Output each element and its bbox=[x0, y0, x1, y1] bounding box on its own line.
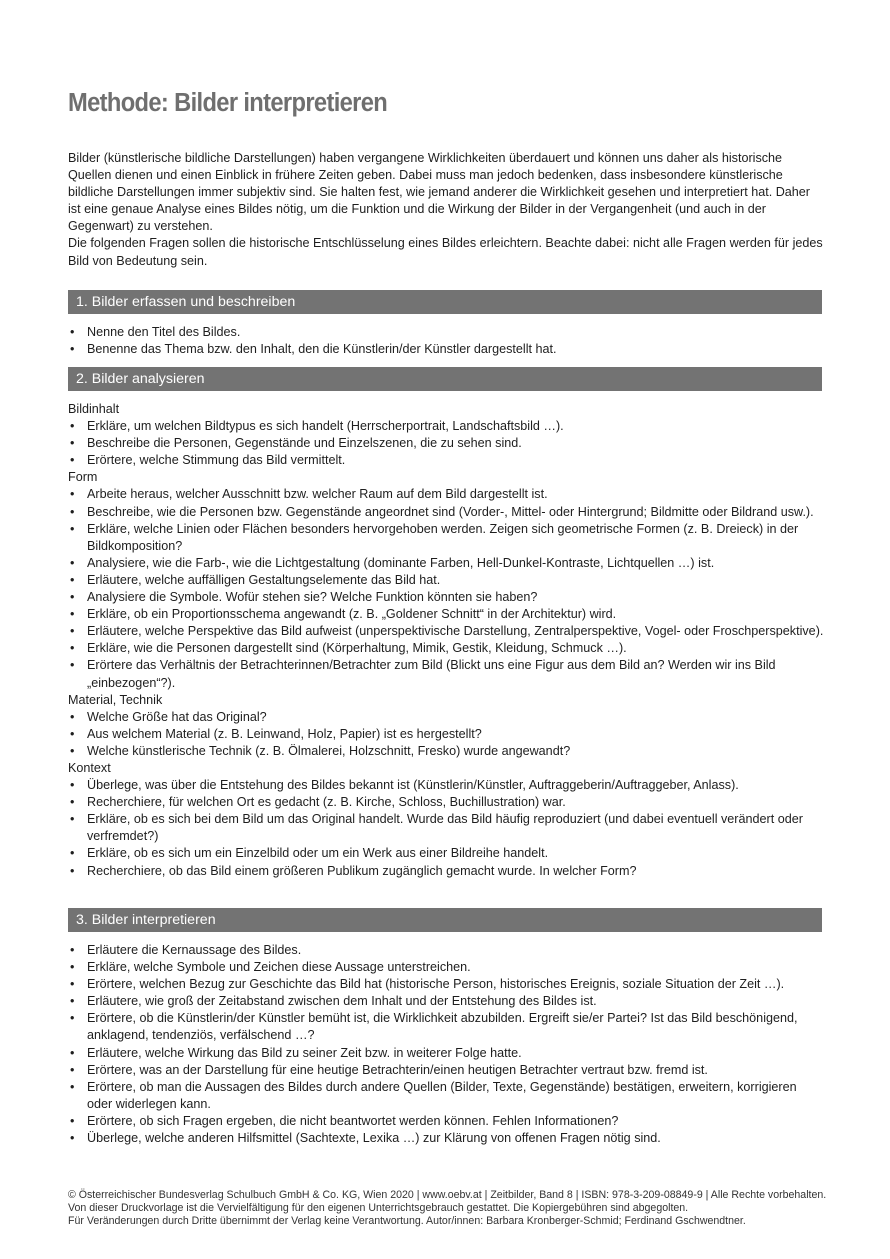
list-item: • Aus welchem Material (z. B. Leinwand, Holz, Papier) ist es hergestellt? bbox=[68, 726, 824, 743]
list-item: • Recherchiere, für welchen Ort es gedacht (z. B. Kirche, Schloss, Buchillustration) war. bbox=[68, 794, 824, 811]
list-item: • Erläutere, wie groß der Zeitabstand zwischen dem Inhalt und der Entstehung des Bildes ist. bbox=[68, 993, 824, 1010]
list-item: • Erläutere, welche auffälligen Gestaltungselemente das Bild hat. bbox=[68, 572, 824, 589]
section-heading-erfassen: 1. Bilder erfassen und beschreiben bbox=[68, 290, 822, 314]
footer-line: © Österreichischer Bundesverlag Schulbuch GmbH & Co. KG, Wien 2020 | www.oebv.at | Zeitbilder, Band 8 | ISBN: 978-3-209-08849-9 | Alle Rechte vorbehalten. Von dieser Druckvorlage ist die Vervielfältigung für den eigenen Unterrichtsgebrauch gestattet. Die Kopiergebühren sind abgegolten. bbox=[68, 1189, 827, 1215]
bullet-list bbox=[68, 709, 824, 760]
bullet-list bbox=[68, 324, 824, 358]
list-item: • Nenne den Titel des Bildes. bbox=[68, 324, 824, 341]
list-item: • Erkläre, ob ein Proportionsschema angewandt (z. B. „Goldener Schnitt“ in der Architektur) wird. bbox=[68, 606, 824, 623]
list-item: • Erkläre, ob es sich bei dem Bild um das Original handelt. Wurde das Bild häufig reproduziert (und dabei eventuell verändert oder verfremdet?) bbox=[68, 811, 824, 845]
list-item: • Erörtere, was an der Darstellung für eine heutige Betrachterin/einen heutigen Betrachter vertraut bzw. fremd ist. bbox=[68, 1062, 824, 1079]
list-item: • Beschreibe die Personen, Gegenstände und Einzelszenen, die zu sehen sind. bbox=[68, 435, 824, 452]
subheading-material-technik: Material, Technik bbox=[68, 692, 163, 707]
list-item: • Recherchiere, ob das Bild einem größeren Publikum zugänglich gemacht wurde. In welcher Form? bbox=[68, 863, 824, 880]
list-item: • Welche Größe hat das Original? bbox=[68, 709, 824, 726]
bullet-list bbox=[68, 486, 824, 691]
list-item: • Analysiere die Symbole. Wofür stehen sie? Welche Funktion könnten sie haben? bbox=[68, 589, 824, 606]
list-item: • Beschreibe, wie die Personen bzw. Gegenstände angeordnet sind (Vorder-, Mittel- oder Hintergrund; Bildmitte oder Bildrand usw.). bbox=[68, 504, 824, 521]
list-item: • Überlege, welche anderen Hilfsmittel (Sachtexte, Lexika …) zur Klärung von offenen Fragen nötig sind. bbox=[68, 1130, 824, 1147]
subheading-form: Form bbox=[68, 470, 98, 485]
section-heading-interpretieren: 3. Bilder interpretieren bbox=[68, 908, 822, 932]
list-item: • Erkläre, welche Symbole und Zeichen diese Aussage unterstreichen. bbox=[68, 959, 824, 976]
subheading-kontext: Kontext bbox=[68, 760, 111, 775]
bullet-list bbox=[68, 942, 824, 1147]
list-item: • Erläutere die Kernaussage des Bildes. bbox=[68, 942, 824, 959]
list-item: • Erkläre, wie die Personen dargestellt sind (Körperhaltung, Mimik, Gestik, Kleidung, Schmuck …). bbox=[68, 640, 824, 657]
list-item: • Erläutere, welche Perspektive das Bild aufweist (unperspektivische Darstellung, Zentralperspektive, Vogel- oder Froschperspektive). bbox=[68, 623, 824, 640]
bullet-list bbox=[68, 777, 824, 880]
list-item: • Erkläre, ob es sich um ein Einzelbild oder um ein Werk aus einer Bildreihe handelt. bbox=[68, 845, 824, 862]
section-body-analysieren bbox=[68, 401, 824, 880]
list-item: • Erkläre, um welchen Bildtypus es sich handelt (Herrscherportrait, Landschaftsbild …). bbox=[68, 418, 824, 435]
list-item: • Erörtere, ob man die Aussagen des Bildes durch andere Quellen (Bilder, Texte, Gegenstände) bestätigen, erweitern, korrigieren oder widerlegen kann. bbox=[68, 1079, 824, 1113]
intro-paragraph: Bilder (künstlerische bildliche Darstellungen) haben vergangene Wirklichkeiten überdauert und können uns daher als historische Quellen dienen und einen Einblick in frühere Zeiten geben. Dabei muss man jedoch bedenken, dass insbesondere künstlerische bildliche Darstellungen immer subjektiv sind. Sie halten fest, wie jemand anderer die Wirklichkeit gesehen und interpretiert hat. Daher ist eine genaue Analyse eines Bildes nötig, um die Funktion und die Wirkung der Bilder in der Vergangenheit (und auch in der Gegenwart) zu verstehen. bbox=[68, 151, 811, 234]
bullet-list bbox=[68, 418, 824, 469]
list-item: • Analysiere, wie die Farb-, wie die Lichtgestaltung (dominante Farben, Hell-Dunkel-Kontraste, Lichtquellen …) ist. bbox=[68, 555, 824, 572]
section-body-erfassen bbox=[68, 324, 824, 358]
section-heading-analysieren: 2. Bilder analysieren bbox=[68, 367, 822, 391]
list-item: • Erörtere das Verhältnis der Betrachterinnen/Betrachter zum Bild (Blickt uns eine Figur aus dem Bild an? Werden wir ins Bild „einbezogen“?). bbox=[68, 657, 824, 691]
intro-text bbox=[68, 150, 824, 270]
footer-line: Für Veränderungen durch Dritte übernimmt der Verlag keine Verantwortung. Autor/innen: Barbara Kronberger-Schmid; Ferdinand Gschwendtner. bbox=[68, 1215, 746, 1228]
list-item: • Erläutere, welche Wirkung das Bild zu seiner Zeit bzw. in weiterer Folge hatte. bbox=[68, 1045, 824, 1062]
list-item: • Welche künstlerische Technik (z. B. Ölmalerei, Holzschnitt, Fresko) wurde angewandt? bbox=[68, 743, 824, 760]
subheading-bildinhalt: Bildinhalt bbox=[68, 402, 120, 416]
copyright-footer bbox=[68, 1189, 828, 1229]
intro-paragraph: Die folgenden Fragen sollen die historische Entschlüsselung eines Bildes erleichtern. Beachte dabei: nicht alle Fragen werden für jedes Bild von Bedeutung sein. bbox=[68, 236, 823, 268]
list-item: • Arbeite heraus, welcher Ausschnitt bzw. welcher Raum auf dem Bild dargestellt ist. bbox=[68, 486, 824, 503]
list-item: • Erkläre, welche Linien oder Flächen besonders hervorgehoben werden. Zeigen sich geometrische Formen (z. B. Dreieck) in der Bildkomposition? bbox=[68, 521, 824, 555]
section-body-interpretieren bbox=[68, 942, 824, 1147]
page-title: Methode: Bilder interpretieren bbox=[68, 89, 388, 117]
list-item: • Benenne das Thema bzw. den Inhalt, den die Künstlerin/der Künstler dargestellt hat. bbox=[68, 341, 824, 358]
list-item: • Erörtere, welchen Bezug zur Geschichte das Bild hat (historische Person, historisches Ereignis, soziale Situation der Zeit …). bbox=[68, 976, 824, 993]
list-item: • Erörtere, ob sich Fragen ergeben, die nicht beantwortet werden können. Fehlen Informationen? bbox=[68, 1113, 824, 1130]
list-item: • Erörtere, welche Stimmung das Bild vermittelt. bbox=[68, 452, 824, 469]
list-item: • Überlege, was über die Entstehung des Bildes bekannt ist (Künstlerin/Künstler, Auftraggeberin/Auftraggeber, Anlass). bbox=[68, 777, 824, 794]
list-item: • Erörtere, ob die Künstlerin/der Künstler bemüht ist, die Wirklichkeit abzubilden. Ergreift sie/er Partei? Ist das Bild beschönigend, anklagend, tendenziös, verfälschend …? bbox=[68, 1010, 824, 1044]
